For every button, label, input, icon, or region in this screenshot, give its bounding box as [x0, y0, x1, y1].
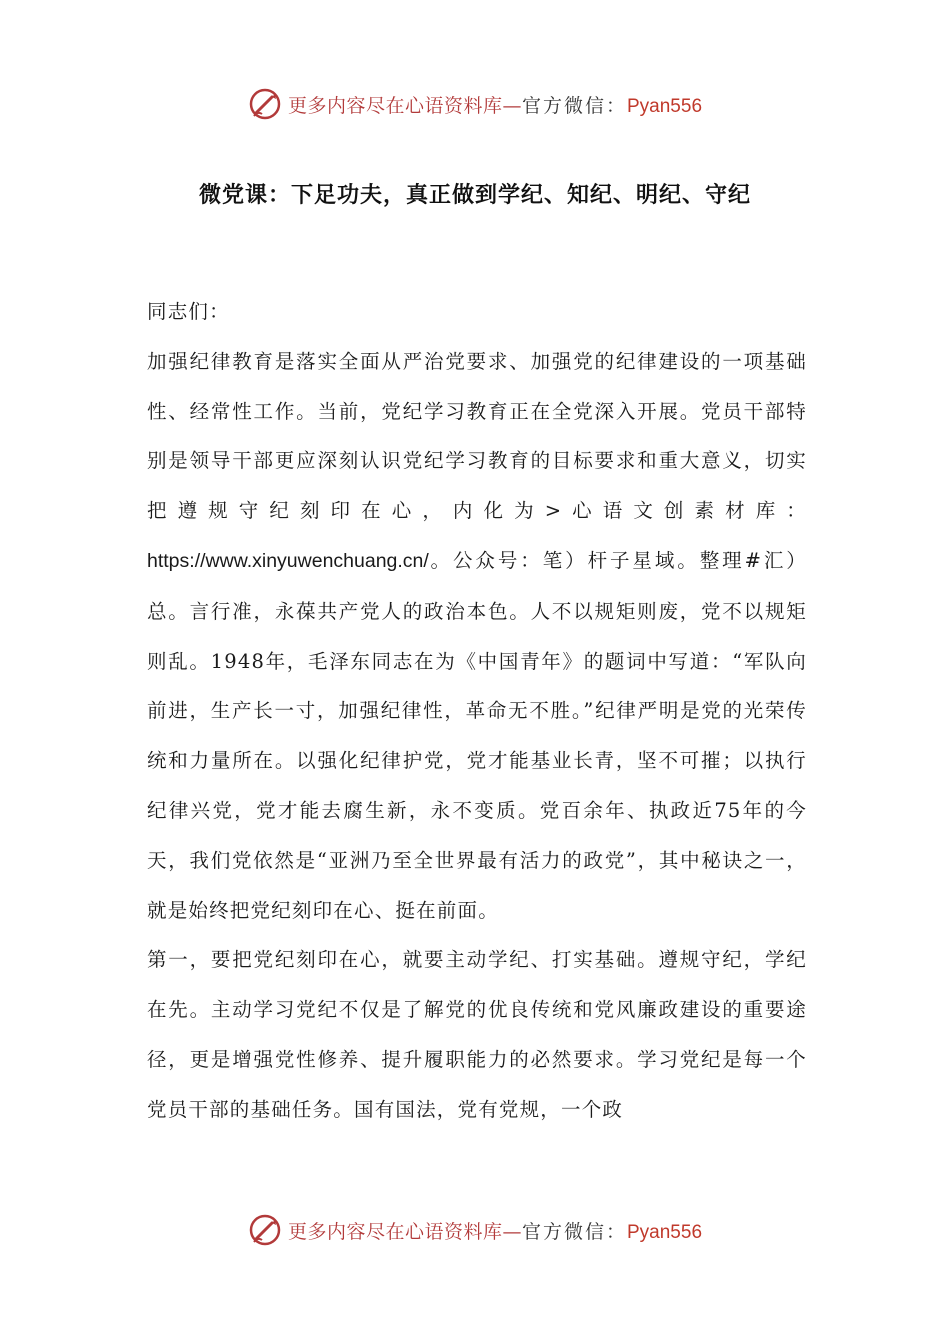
- footer-banner-text: [288, 1217, 702, 1244]
- footer-wechat-id: Pyan556: [627, 1221, 703, 1243]
- header-banner-main: 更多内容尽在心语资料库—: [287, 94, 522, 117]
- footer-wechat-label: 官方微信：: [521, 1220, 627, 1243]
- header-banner: [0, 82, 950, 126]
- paragraph-2: 第一，要把党纪刻印在心，就要主动学纪、打实基础。遵规守纪，学纪在先。主动学习党纪不仅是了解党的优良传统和党风廉政建设的重要途径，更是增强党性修养、提升履职能力的必然要求。学习党纪是每一个党员干部的基础任务。国有国法，党有党规，一个政: [147, 948, 807, 1121]
- paragraph-1-end: 。公众号：笔）杆子星域。整理#汇）总。言行准，永葆共产党人的政治本色。人不以规矩则废，党不以规矩则乱。1948年，毛泽东同志在为《中国青年》的题词中写道：“军队向前进，生产长一寸，加强纪律性，革命无不胜。”纪律严明是党的光荣传统和力量所在。以强化纪律护党，党才能基业长青，坚不可摧；以执行纪律兴党，党才能去腐生新，永不变质。党百余年、执政近75年的今天，我们党依然是“亚洲乃至全世界最有活力的政党”，其中秘诀之一，就是始终把党纪刻印在心、挺在前面。: [147, 548, 807, 922]
- footer-banner: [0, 1208, 950, 1252]
- pen-logo-icon: [248, 87, 282, 121]
- header-wechat-id: Pyan556: [627, 95, 703, 117]
- header-wechat-label: 官方微信：: [521, 94, 627, 117]
- footer-banner-main: 更多内容尽在心语资料库—: [287, 1220, 522, 1243]
- pen-logo-icon: [248, 1213, 282, 1247]
- paragraph-1-start: 加强纪律教育是落实全面从严治党要求、加强党的纪律建设的一项基础性、经常性工作。当前，党纪学习教育正在全党深入开展。党员干部特别是领导干部更应深刻认识党纪学习教育的目标要求和重大意义，切实把遵规守纪刻印在心，内化为>心语文创素材库：: [147, 349, 807, 523]
- document-body: [147, 287, 807, 1135]
- salutation: 同志们：: [147, 300, 230, 323]
- header-banner-text: [288, 91, 702, 118]
- website-url: https://www.xinyuwenchuang.cn/: [147, 549, 429, 572]
- document-title: 微党课：下足功夫，真正做到学纪、知纪、明纪、守纪: [198, 183, 751, 208]
- paragraph-1: [147, 337, 807, 936]
